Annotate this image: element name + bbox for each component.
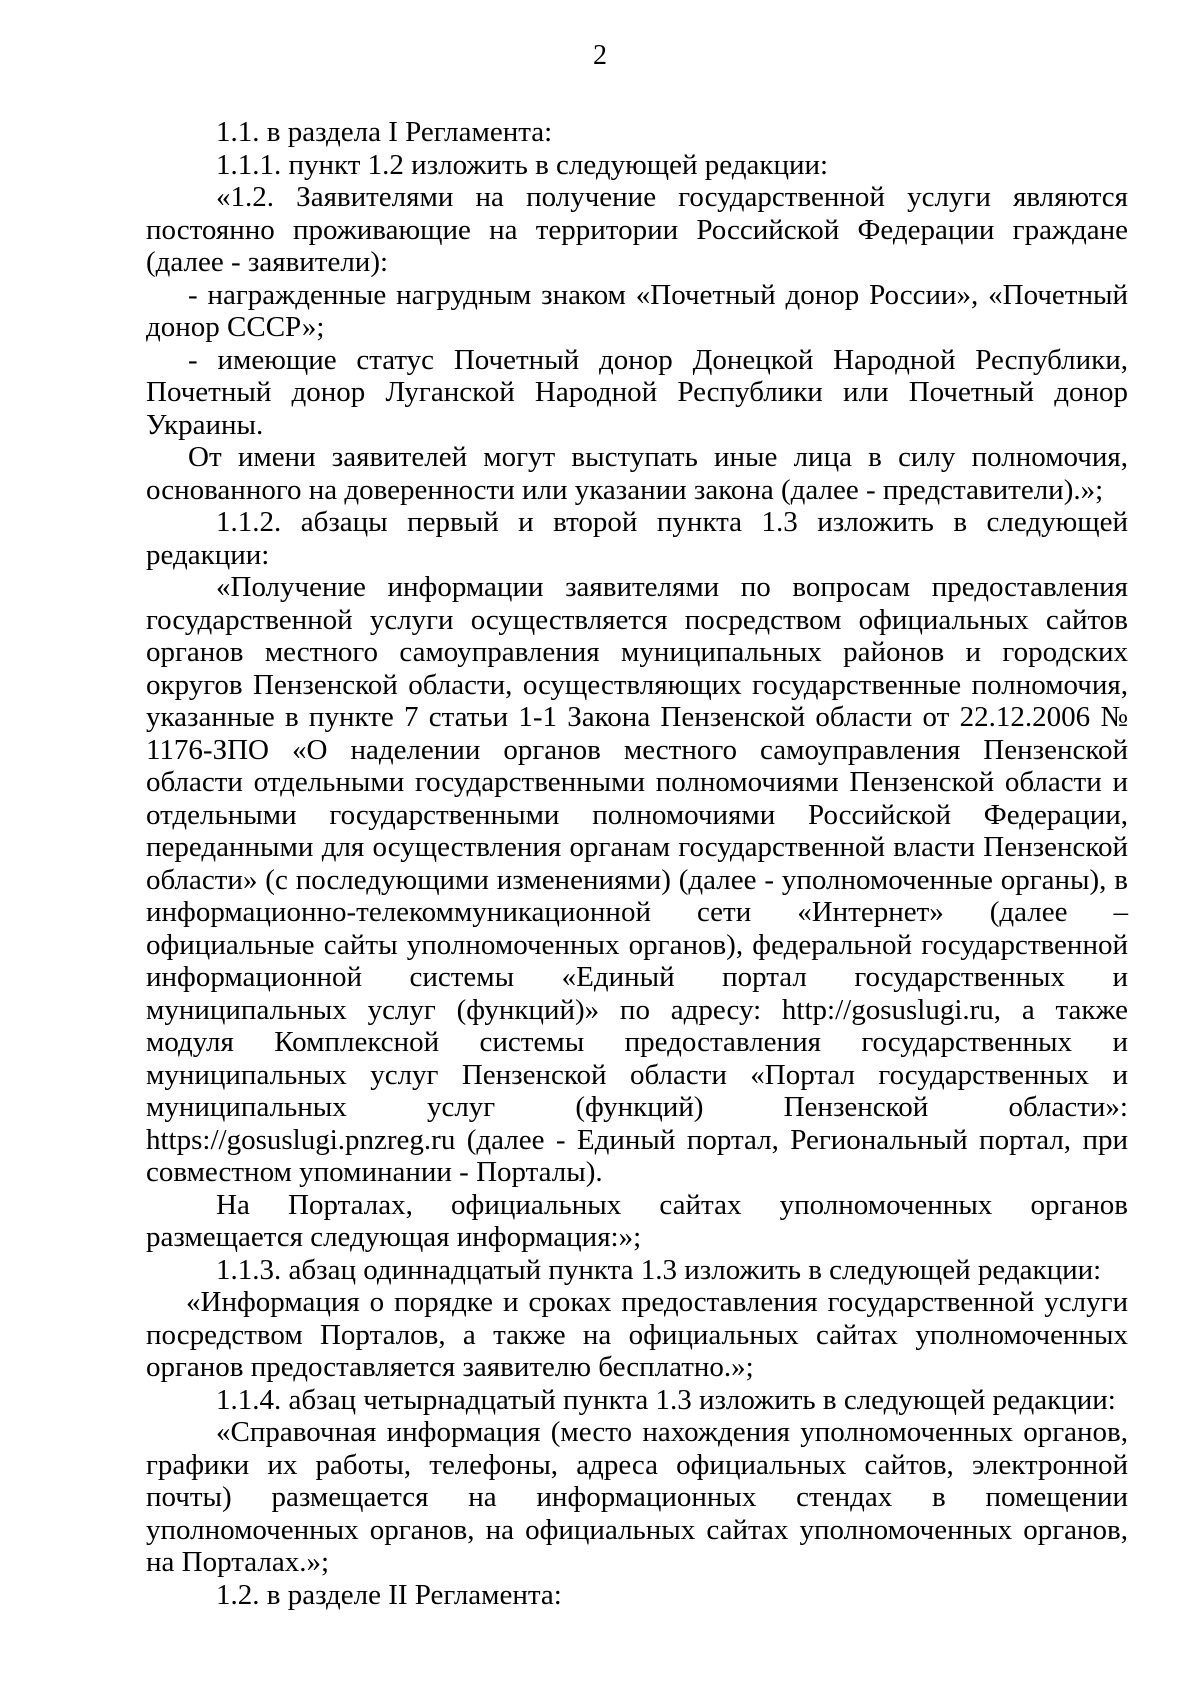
document-body bbox=[146, 116, 1128, 1611]
paragraph: 1.1.4. абзац четырнадцатый пункта 1.3 изложить в следующей редакции: bbox=[216, 1383, 1116, 1416]
paragraph: «Получение информации заявителями по вопросам предоставления государственной услуги осуществляется посредством официальных сайтов органов местного самоуправления муниципальных районов и городских округов Пензенской области, осуществляющих государственные полномочия, указанные в пункте 7 статьи 1-1 Закона Пензенской области от 22.12.2006 № 1176-ЗПО «О наделении органов местного самоуправления Пензенской области отдельными государственными полномочиями Пензенской области и отдельными государственными полномочиями Российской Федерации, переданными для осуществления органам государственной власти Пензенской области» (с последующими изменениями) (далее - уполномоченные органы), в информационно-телекоммуникационной сети «Интернет» (далее – официальные сайты уполномоченных органов), федеральной государственной информационной системы «Единый портал государственных и муниципальных услуг (функций)» по адресу: http://gosuslugi.ru, а также модуля Комплексной системы предоставления государственных и муниципальных услуг Пензенской области «Портал государственных и муниципальных услуг (функций) Пензенской области»: https://gosuslugi.pnzreg.ru (далее - Единый портал, Региональный портал, при совместном упоминании - Порталы). bbox=[146, 571, 1128, 1188]
page-number: 2 bbox=[593, 40, 607, 71]
paragraph: 1.1.1. пункт 1.2 изложить в следующей редакции: bbox=[216, 148, 829, 181]
paragraph: 1.2. в разделе II Регламента: bbox=[216, 1578, 562, 1611]
paragraph: 1.1.2. абзацы первый и второй пункта 1.3 изложить в следующей редакции: bbox=[146, 506, 1128, 571]
paragraph: 1.1.3. абзац одиннадцатый пункта 1.3 изложить в следующей редакции: bbox=[216, 1253, 1102, 1286]
paragraph: На Порталах, официальных сайтах уполномоченных органов размещается следующая информация:»; bbox=[146, 1188, 1128, 1253]
paragraph: «1.2. Заявителями на получение государственной услуги являются постоянно проживающие на территории Российской Федерации граждане (далее - заявители): bbox=[146, 181, 1128, 278]
paragraph: «Информация о порядке и сроках предоставления государственной услуги посредством Порталов, а также на официальных сайтах уполномоченных органов предоставляется заявителю бесплатно.»; bbox=[146, 1286, 1128, 1383]
paragraph: От имени заявителей могут выступать иные лица в силу полномочия, основанного на доверенности или указании закона (далее - представители).»; bbox=[146, 441, 1128, 506]
paragraph: «Справочная информация (место нахождения уполномоченных органов, графики их работы, телефоны, адреса официальных сайтов, электронной почты) размещается на информационных стендах в помещении уполномоченных органов, на официальных сайтах уполномоченных органов, на Порталах.»; bbox=[146, 1416, 1128, 1578]
list-item: - имеющие статус Почетный донор Донецкой Народной Республики, Почетный донор Луганской Народной Республики или Почетный донор Украины. bbox=[146, 343, 1128, 441]
list-item: - награжденные нагрудным знаком «Почетный донор России», «Почетный донор СССР»; bbox=[146, 278, 1128, 343]
paragraph: 1.1. в раздела I Регламента: bbox=[216, 116, 553, 148]
